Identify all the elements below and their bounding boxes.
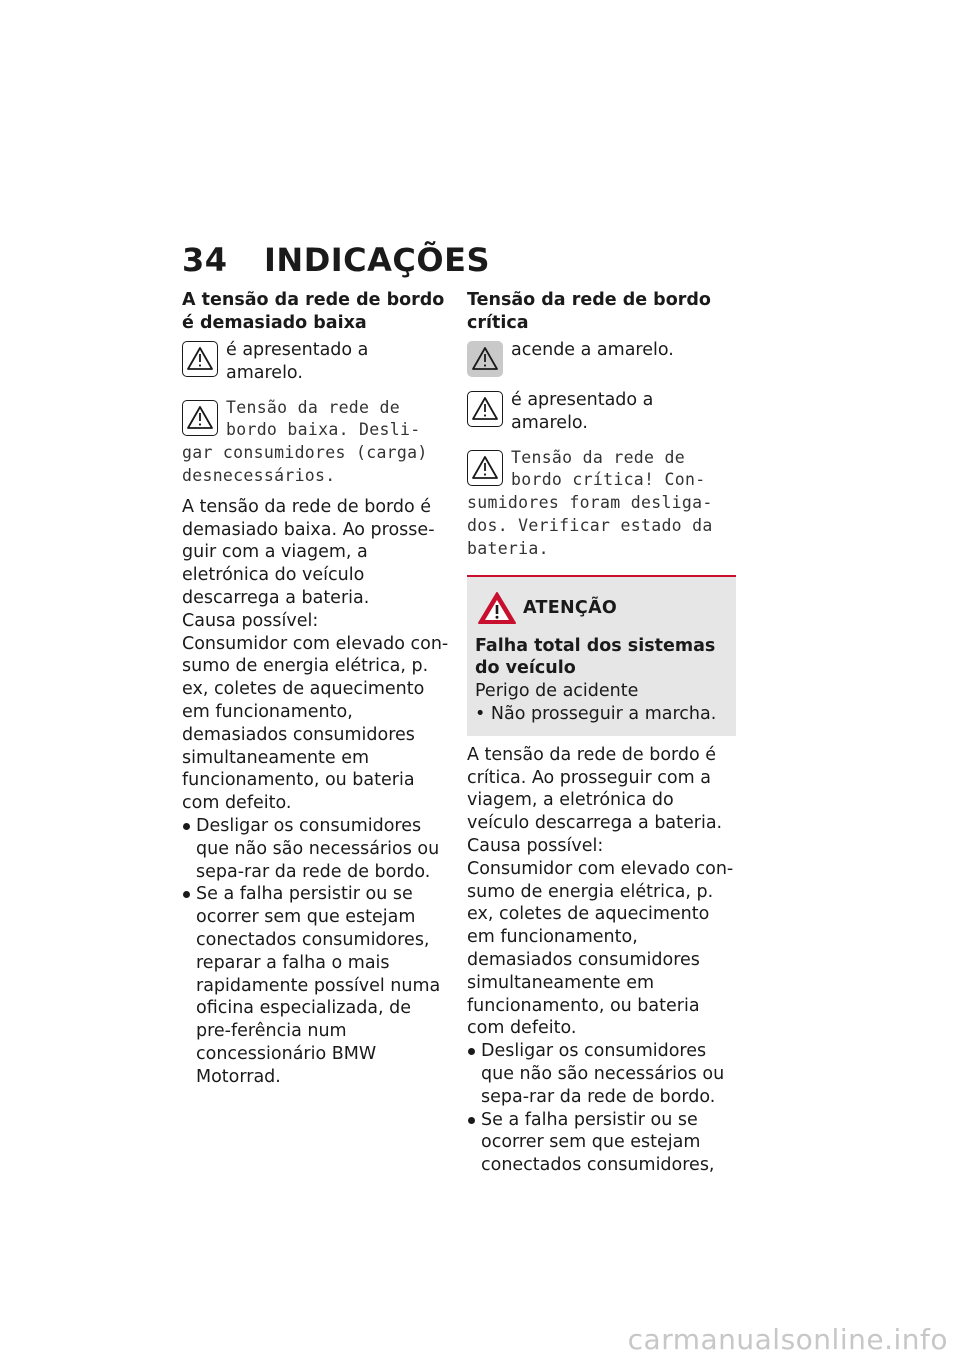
right-cause-text: Consumidor com elevado con-sumo de energia elétrica, p. ex, coletes de aquecimento em funcionamento, demasiados consumidores simultaneamente em funcionamento, ou bateria com defeito. <box>467 858 734 1039</box>
right-icon-row-1 <box>467 339 735 377</box>
warning-bullet: • Não prosseguir a marcha. <box>475 703 717 724</box>
right-display-message <box>467 447 735 561</box>
left-icon-row-1 <box>182 339 450 385</box>
left-cause-label: Causa possível: <box>182 610 319 631</box>
right-column <box>467 289 735 1177</box>
warning-triangle-filled-icon <box>467 341 503 377</box>
section-title: INDICAÇÕES <box>264 241 490 279</box>
right-display-text: Tensão da rede de bordo crítica! Con-sumidores foram desliga-dos. Verificar estado da bateria. <box>467 447 713 558</box>
page-number: 34 <box>182 241 228 279</box>
warning-triangle-icon <box>467 391 503 427</box>
left-display-text: Tensão da rede de bordo baixa. Desli-gar consumidores (carga) desnecessários. <box>182 397 428 485</box>
right-paragraph: A tensão da rede de bordo é crítica. Ao prosseguir com a viagem, a eletrónica do veículo descarrega a bateria. <box>467 744 723 834</box>
watermark: carmanualsonline.info <box>627 1323 948 1356</box>
right-cause-label: Causa possível: <box>467 835 604 856</box>
list-item: Desligar os consumidores que não são necessários ou sepa-rar da rede de bordo. <box>467 1040 735 1108</box>
warning-triangle-icon <box>182 400 218 436</box>
warning-heading: Falha total dos sistemas do veículo <box>475 635 716 679</box>
left-bullet-list <box>182 815 450 1089</box>
right-heading: Tensão da rede de bordo crítica <box>467 290 711 333</box>
warning-triangle-icon <box>467 450 503 486</box>
danger-triangle-icon <box>477 591 517 625</box>
right-icon-row-2 <box>467 389 735 435</box>
list-item: Desligar os consumidores que não são necessários ou sepa-rar da rede de bordo. <box>182 815 450 883</box>
list-item: Se a falha persistir ou se ocorrer sem que estejam conectados consumidores, <box>467 1109 735 1177</box>
warning-line: Perigo de acidente <box>475 681 639 702</box>
warning-triangle-icon <box>182 341 218 377</box>
left-icon-1-text: é apresentado a amarelo. <box>226 340 369 383</box>
page-header <box>182 240 782 280</box>
right-icon-1-text: acende a amarelo. <box>511 340 674 360</box>
right-icon-2-text: é apresentado a amarelo. <box>511 390 654 433</box>
left-column <box>182 289 450 1089</box>
left-paragraph: A tensão da rede de bordo é demasiado baixa. Ao prosse-guir com a viagem, a eletrónica do veículo descarrega a bateria. <box>182 496 435 608</box>
left-cause-text: Consumidor com elevado con-sumo de energia elétrica, p. ex, coletes de aquecimento em funcionamento, demasiados consumidores simultaneamente em funcionamento, ou bateria com defeito. <box>182 633 449 814</box>
left-display-message <box>182 397 450 488</box>
right-bullet-list <box>467 1040 735 1177</box>
list-item: Se a falha persistir ou se ocorrer sem que estejam conectados consumidores, reparar a falha o mais rapidamente possível numa oficina especializada, de pre-ferência num concessionário BMW Motorrad. <box>182 883 450 1088</box>
warning-header <box>477 591 726 625</box>
warning-box <box>467 575 736 736</box>
left-heading: A tensão da rede de bordo é demasiado baixa <box>182 290 445 333</box>
warning-title: ATENÇÃO <box>523 597 618 618</box>
